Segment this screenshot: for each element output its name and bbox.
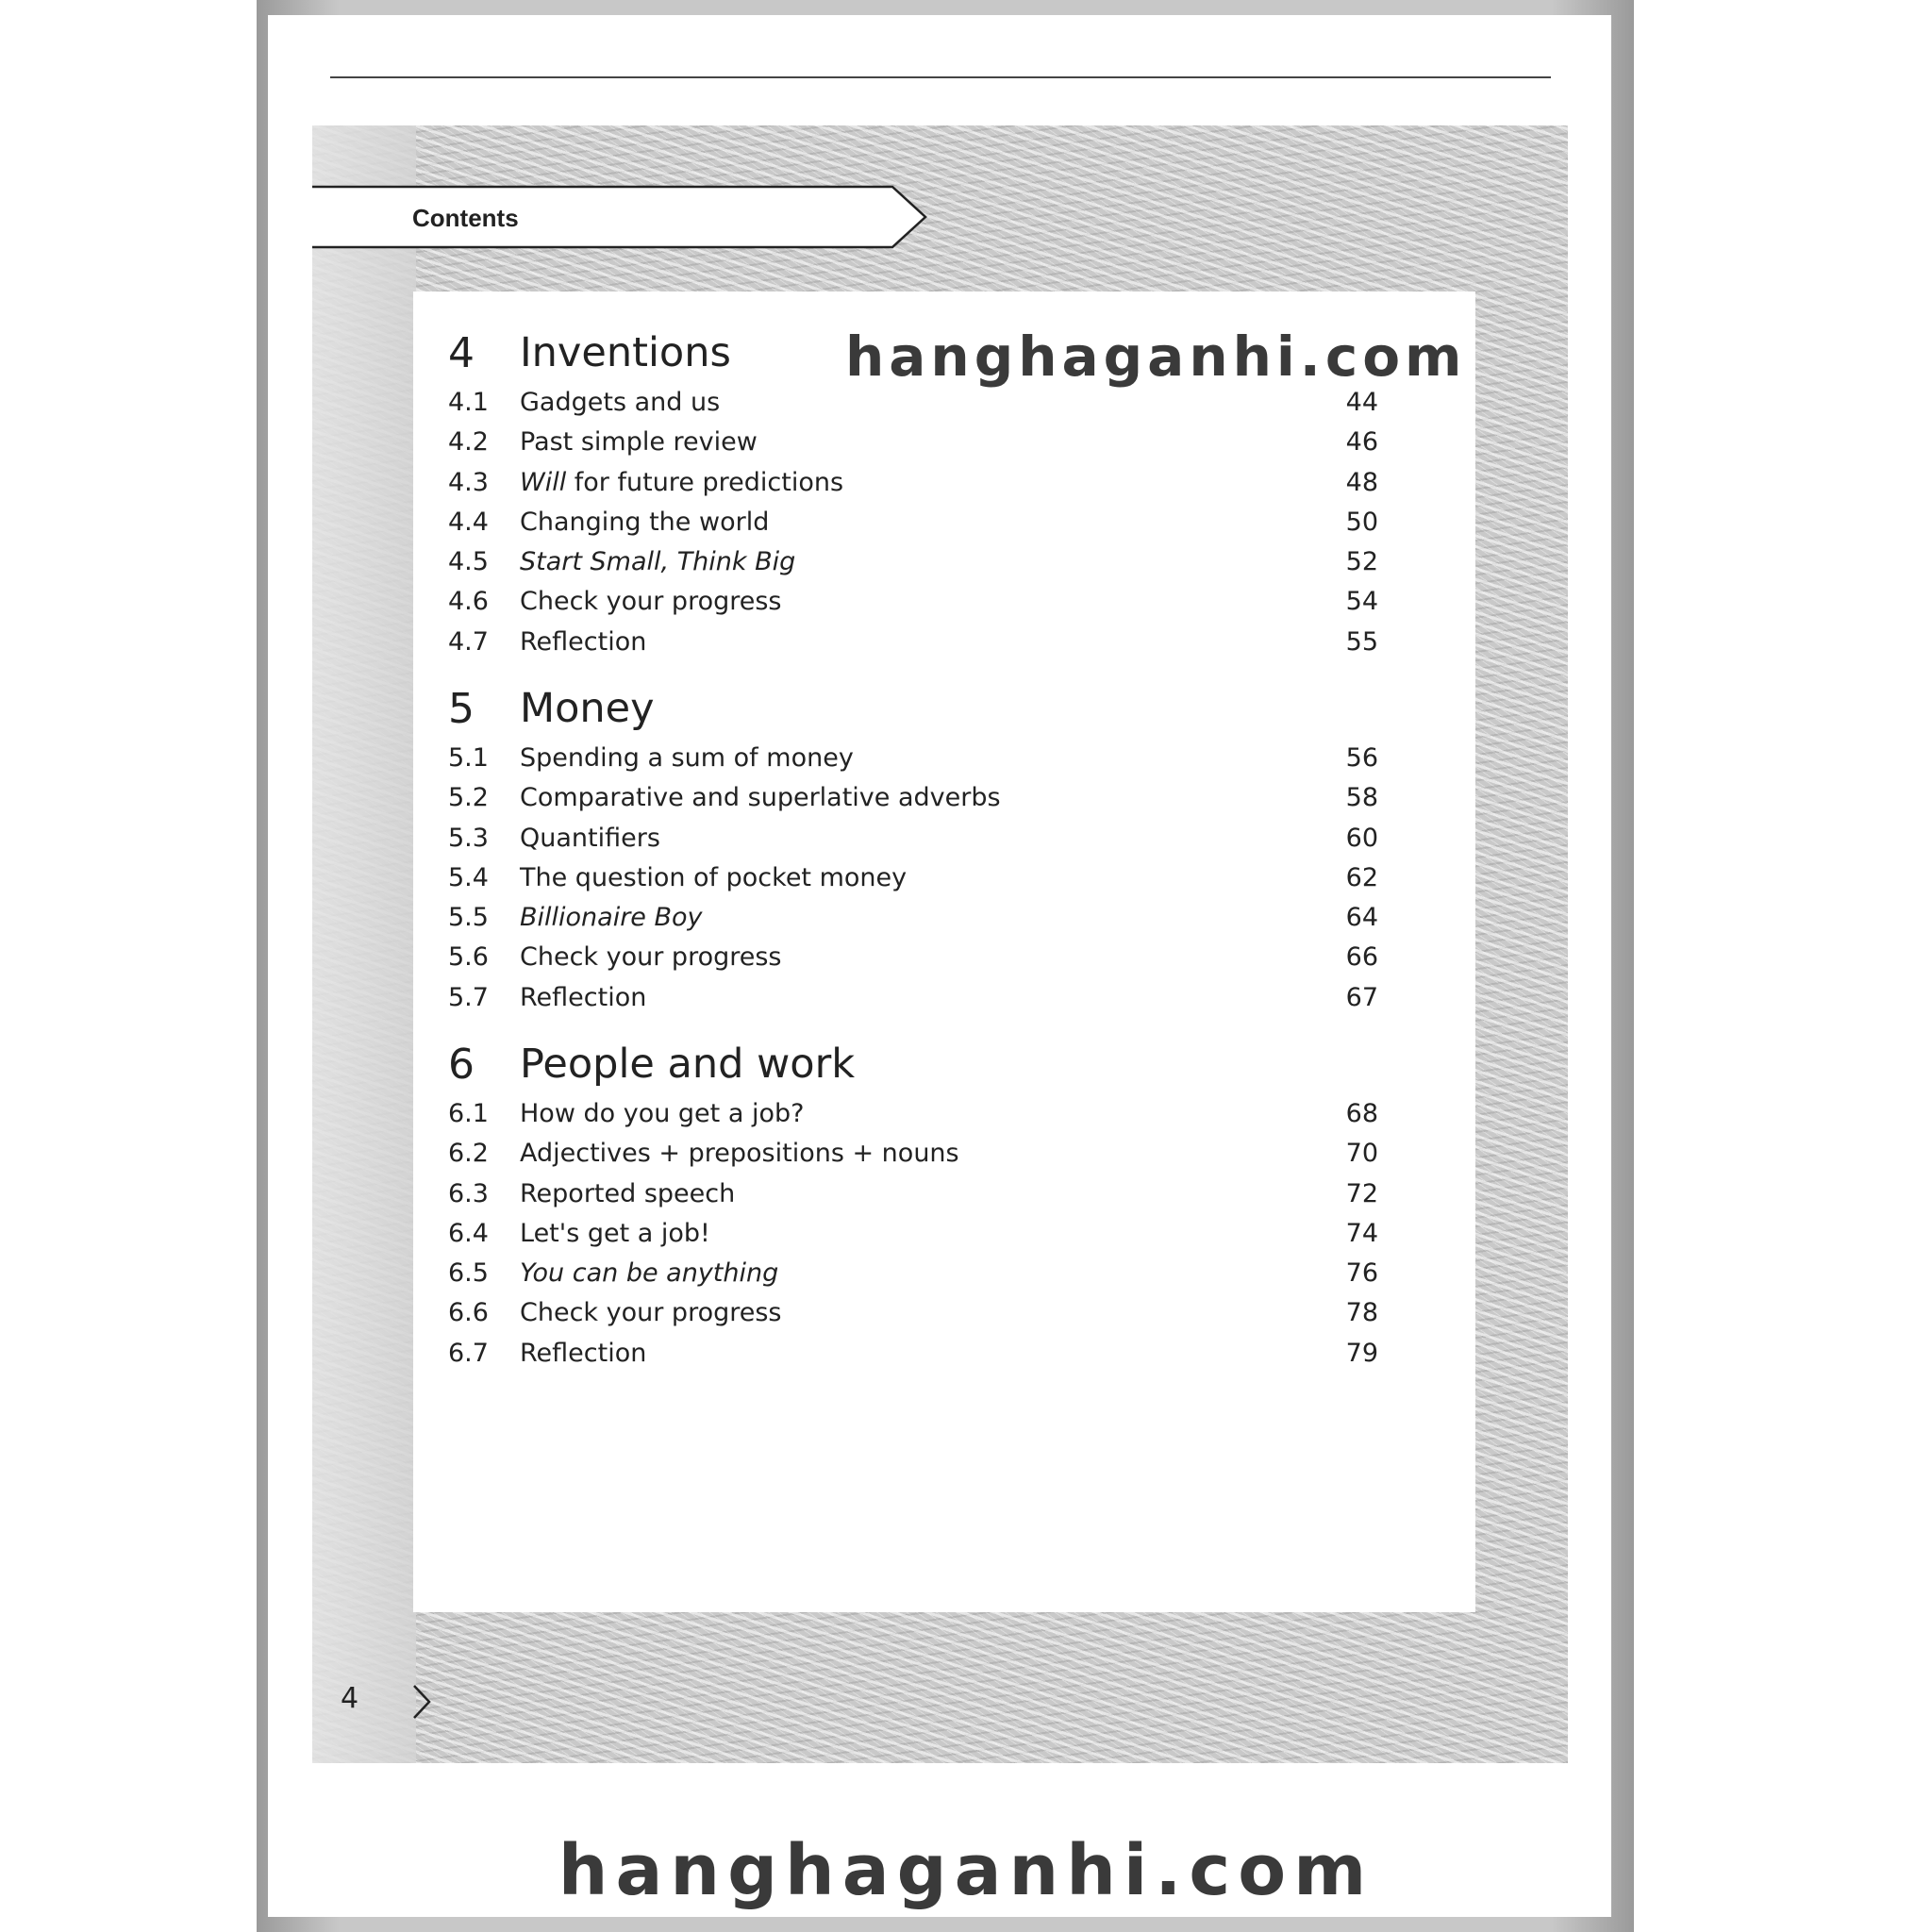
tab-arrow-shape bbox=[312, 185, 927, 249]
lesson-row[interactable] bbox=[448, 777, 1391, 817]
chevron-right-icon bbox=[411, 1683, 432, 1721]
lesson-number: 4.4 bbox=[448, 507, 489, 537]
lesson-number: 5.6 bbox=[448, 942, 489, 973]
lesson-title: Spending a sum of money bbox=[520, 743, 854, 773]
lesson-title: Reflection bbox=[520, 626, 647, 657]
lesson-number: 5.4 bbox=[448, 862, 489, 892]
lesson-page: 70 bbox=[1345, 1139, 1378, 1169]
lesson-row[interactable] bbox=[448, 1093, 1391, 1133]
lesson-row[interactable] bbox=[448, 1213, 1391, 1253]
lesson-page: 55 bbox=[1345, 626, 1378, 657]
lesson-title: Reflection bbox=[520, 982, 647, 1012]
lesson-title: Reported speech bbox=[520, 1178, 736, 1208]
top-rule bbox=[330, 76, 1551, 78]
watermark-top: hanghaganhi.com bbox=[845, 325, 1467, 389]
lesson-page: 64 bbox=[1345, 903, 1378, 933]
lesson-row[interactable] bbox=[448, 581, 1391, 621]
lesson-row[interactable] bbox=[448, 422, 1391, 461]
lesson-number: 5.7 bbox=[448, 982, 489, 1012]
lesson-row[interactable] bbox=[448, 1133, 1391, 1173]
unit-heading bbox=[448, 1041, 1391, 1093]
unit-number: 6 bbox=[448, 1041, 475, 1089]
lesson-number: 4.5 bbox=[448, 547, 489, 577]
lesson-number: 6.1 bbox=[448, 1099, 489, 1128]
unit-heading bbox=[448, 685, 1391, 738]
lesson-row[interactable] bbox=[448, 1174, 1391, 1213]
lesson-row[interactable] bbox=[448, 977, 1391, 1017]
left-margin-strip bbox=[312, 125, 416, 1763]
lesson-row[interactable] bbox=[448, 622, 1391, 661]
unit-title: People and work bbox=[520, 1041, 856, 1088]
lesson-title: Comparative and superlative adverbs bbox=[520, 783, 1001, 813]
lesson-page: 60 bbox=[1345, 823, 1378, 853]
lesson-row[interactable] bbox=[448, 502, 1391, 541]
lesson-page: 50 bbox=[1345, 507, 1378, 537]
lesson-number: 6.2 bbox=[448, 1139, 489, 1169]
lesson-number: 4.1 bbox=[448, 388, 489, 417]
lesson-title: Changing the world bbox=[520, 507, 770, 537]
lesson-page: 56 bbox=[1345, 743, 1378, 773]
lesson-title: Gadgets and us bbox=[520, 388, 721, 417]
lesson-page: 58 bbox=[1345, 783, 1378, 813]
lesson-page: 52 bbox=[1345, 547, 1378, 577]
lesson-number: 5.1 bbox=[448, 743, 489, 773]
lesson-title: How do you get a job? bbox=[520, 1099, 805, 1128]
lesson-page: 44 bbox=[1345, 388, 1378, 417]
lesson-row[interactable] bbox=[448, 1333, 1391, 1373]
lesson-number: 6.6 bbox=[448, 1298, 489, 1328]
lesson-title: Will for future predictions bbox=[520, 467, 844, 497]
unit-number: 5 bbox=[448, 685, 475, 733]
lesson-number: 4.3 bbox=[448, 467, 489, 497]
lesson-title: Check your progress bbox=[520, 1298, 782, 1328]
lesson-number: 5.5 bbox=[448, 903, 489, 933]
unit-title: Money bbox=[520, 685, 655, 732]
unit-5 bbox=[448, 685, 1391, 1017]
lesson-page: 46 bbox=[1345, 427, 1378, 458]
lesson-page: 66 bbox=[1345, 942, 1378, 973]
lesson-title: Check your progress bbox=[520, 942, 782, 973]
lesson-page: 62 bbox=[1345, 862, 1378, 892]
lesson-number: 4.2 bbox=[448, 427, 489, 458]
lesson-title: Billionaire Boy bbox=[520, 903, 703, 933]
lesson-page: 74 bbox=[1345, 1218, 1378, 1248]
watermark-bottom: hanghaganhi.com bbox=[558, 1830, 1374, 1911]
lesson-title: Reflection bbox=[520, 1338, 647, 1368]
contents-tab bbox=[312, 185, 927, 249]
lesson-number: 4.6 bbox=[448, 587, 489, 617]
lesson-row[interactable] bbox=[448, 858, 1391, 897]
lesson-page: 54 bbox=[1345, 587, 1378, 617]
lesson-number: 6.4 bbox=[448, 1218, 489, 1248]
lesson-title: Let's get a job! bbox=[520, 1218, 710, 1248]
lesson-number: 6.3 bbox=[448, 1178, 489, 1208]
lesson-page: 76 bbox=[1345, 1258, 1378, 1289]
lesson-number: 5.3 bbox=[448, 823, 489, 853]
unit-title: Inventions bbox=[520, 329, 731, 376]
lesson-title: The question of pocket money bbox=[520, 862, 908, 892]
lesson-title: You can be anything bbox=[520, 1258, 779, 1289]
lesson-title: Quantifiers bbox=[520, 823, 660, 853]
lesson-row[interactable] bbox=[448, 818, 1391, 858]
lesson-number: 5.2 bbox=[448, 783, 489, 813]
lesson-title: Past simple review bbox=[520, 427, 758, 458]
lesson-page: 79 bbox=[1345, 1338, 1378, 1368]
page-number: 4 bbox=[341, 1682, 359, 1715]
lesson-page: 78 bbox=[1345, 1298, 1378, 1328]
lesson-page: 67 bbox=[1345, 982, 1378, 1012]
lesson-row[interactable] bbox=[448, 937, 1391, 976]
lesson-row[interactable] bbox=[448, 1292, 1391, 1332]
contents-label: Contents bbox=[412, 204, 519, 232]
lesson-row[interactable] bbox=[448, 1253, 1391, 1292]
lesson-row[interactable] bbox=[448, 541, 1391, 581]
lesson-page: 72 bbox=[1345, 1178, 1378, 1208]
unit-number: 4 bbox=[448, 329, 475, 377]
lesson-title: Adjectives + prepositions + nouns bbox=[520, 1139, 959, 1169]
lesson-page: 68 bbox=[1345, 1099, 1378, 1128]
lesson-number: 4.7 bbox=[448, 626, 489, 657]
lesson-page: 48 bbox=[1345, 467, 1378, 497]
lesson-row[interactable] bbox=[448, 738, 1391, 777]
lesson-title: Check your progress bbox=[520, 587, 782, 617]
lesson-number: 6.7 bbox=[448, 1338, 489, 1368]
unit-6 bbox=[448, 1041, 1391, 1373]
lesson-number: 6.5 bbox=[448, 1258, 489, 1289]
lesson-row[interactable] bbox=[448, 897, 1391, 937]
lesson-row[interactable] bbox=[448, 462, 1391, 502]
lesson-title: Start Small, Think Big bbox=[520, 547, 796, 577]
